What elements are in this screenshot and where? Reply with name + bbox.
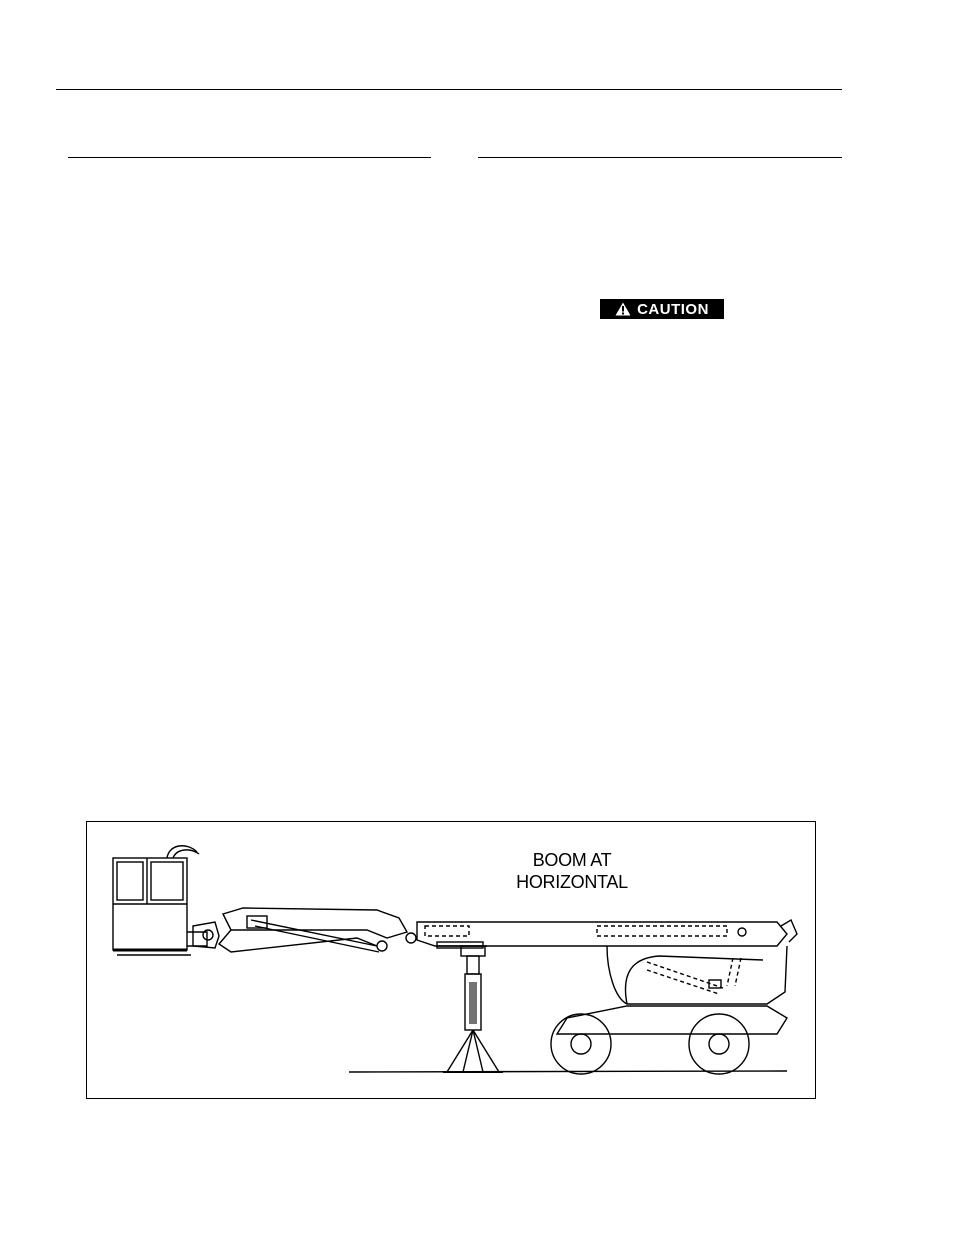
boom-position-label bbox=[487, 849, 657, 893]
left-column-rule bbox=[68, 157, 431, 158]
main-boom bbox=[417, 920, 797, 948]
rear-wheel bbox=[551, 1014, 611, 1074]
fly-boom bbox=[219, 908, 416, 952]
boom-label-line2: HORIZONTAL bbox=[516, 872, 628, 892]
boom-horizontal-figure bbox=[86, 821, 816, 1099]
warning-triangle-icon bbox=[615, 302, 631, 316]
caution-banner bbox=[600, 299, 724, 319]
boom-label-line1: BOOM AT bbox=[532, 850, 612, 870]
front-wheel bbox=[689, 1014, 749, 1074]
support-stand bbox=[443, 946, 503, 1072]
caution-label: CAUTION bbox=[637, 300, 709, 318]
chassis bbox=[551, 1006, 787, 1074]
header-rule bbox=[56, 89, 842, 90]
turntable bbox=[607, 946, 787, 1004]
jib-rotator bbox=[193, 922, 219, 948]
right-column-rule bbox=[478, 157, 842, 158]
